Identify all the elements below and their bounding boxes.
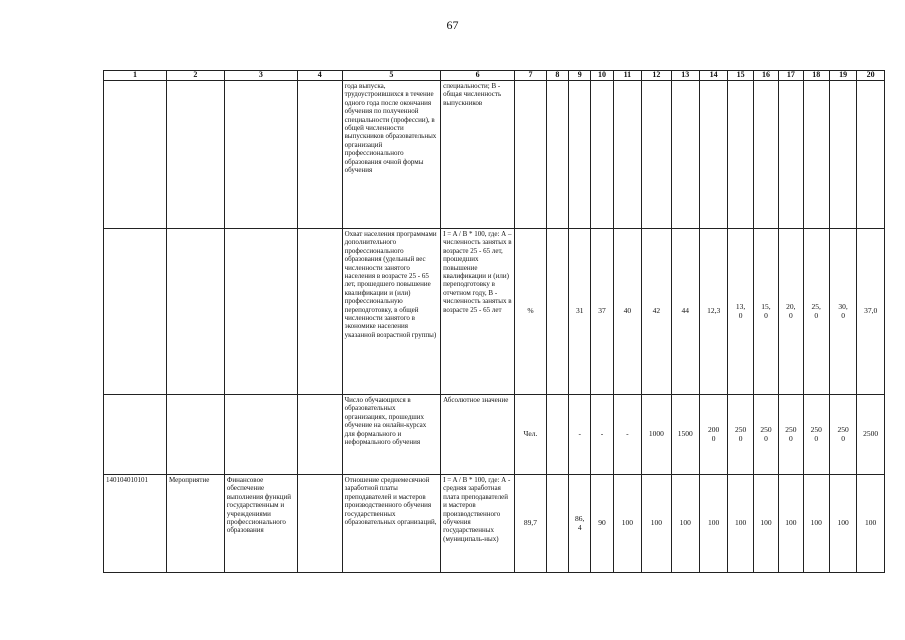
cell-method: I = A / B * 100, где: А – численность занятых в возрасте 25 - 65 лет, прошедших повышение квалификации и (или) переподготовку в отчетном году, В - численность занятых в возрасте 25 - 65 лет: [441, 229, 515, 395]
cell-value: [613, 81, 641, 229]
column-header: 11: [613, 71, 641, 81]
cell-name: [224, 81, 297, 229]
cell-method: Абсолютное значение: [441, 395, 515, 475]
table-row: [104, 395, 885, 475]
column-header: 17: [779, 71, 803, 81]
column-header: 4: [297, 71, 342, 81]
cell-value: 86, 4: [569, 475, 591, 573]
cell-indicator: Отношение среднемесячной заработной платы преподавателей и мастеров производственного обучения государственных образовательных организаций,: [342, 475, 441, 573]
cell-value: %: [515, 229, 546, 395]
cell-value: 40: [613, 229, 641, 395]
column-header: 3: [224, 71, 297, 81]
cell-type: Мероприятие: [166, 475, 224, 573]
cell-name: [224, 229, 297, 395]
table-row: [104, 229, 885, 395]
cell-value: -: [569, 395, 591, 475]
cell-value: [779, 81, 803, 229]
column-header: 15: [728, 71, 753, 81]
cell-value: 30, 0: [829, 229, 856, 395]
cell-value: [728, 81, 753, 229]
cell-value: [671, 81, 699, 229]
cell-type: [166, 229, 224, 395]
cell-value: 100: [671, 475, 699, 573]
cell-indicator: года выпуска, трудоустроившихся в течение одного года после окончания обучения по полученной специальности (профессии), в общей численности выпускников образовательных организаций профессионального образования очной формы обучения: [342, 81, 441, 229]
cell-value: [699, 81, 727, 229]
cell-value: Чел.: [515, 395, 546, 475]
cell-value: 100: [803, 475, 829, 573]
cell-value: 89,7: [515, 475, 546, 573]
cell-value: 100: [779, 475, 803, 573]
cell-value: 42: [642, 229, 671, 395]
cell-value: 100: [829, 475, 856, 573]
cell-value: [546, 395, 568, 475]
cell-value: 250 0: [728, 395, 753, 475]
cell-value: [829, 81, 856, 229]
cell-value: 25, 0: [803, 229, 829, 395]
cell-code: [104, 395, 167, 475]
cell-indicator: Охват населения программами дополнительного профессионального образования (удельный вес численности занятого населения в возрасте 25 - 65 лет, прошедшего повышение квалификации и (или) профессиональную переподготовку, в общей численности занятого в экономике населения указанной возрастной группы): [342, 229, 441, 395]
cell-value: [591, 81, 613, 229]
cell-value: 44: [671, 229, 699, 395]
cell-value: [546, 229, 568, 395]
column-header: 12: [642, 71, 671, 81]
cell-method: специальности; В - общая численность выпускников: [441, 81, 515, 229]
indicators-table: [103, 70, 885, 573]
page-number: 67: [446, 18, 459, 32]
cell-value: 100: [642, 475, 671, 573]
cell-value: 13, 0: [728, 229, 753, 395]
cell-value: 100: [699, 475, 727, 573]
cell-col4: [297, 395, 342, 475]
cell-value: 90: [591, 475, 613, 573]
cell-value: [857, 81, 885, 229]
cell-code: 140104010101: [104, 475, 167, 573]
cell-value: 12,3: [699, 229, 727, 395]
column-header: 13: [671, 71, 699, 81]
cell-value: [546, 475, 568, 573]
column-header: 19: [829, 71, 856, 81]
column-header: 2: [166, 71, 224, 81]
cell-value: 1000: [642, 395, 671, 475]
cell-value: [546, 81, 568, 229]
cell-value: 2500: [857, 395, 885, 475]
cell-value: 100: [728, 475, 753, 573]
cell-value: -: [613, 395, 641, 475]
cell-value: 250 0: [779, 395, 803, 475]
column-header: 20: [857, 71, 885, 81]
column-header: 9: [569, 71, 591, 81]
cell-type: [166, 395, 224, 475]
column-header: 10: [591, 71, 613, 81]
column-header: 8: [546, 71, 568, 81]
cell-value: 20, 0: [779, 229, 803, 395]
table-row: [104, 475, 885, 573]
cell-value: 1500: [671, 395, 699, 475]
column-header: 6: [441, 71, 515, 81]
cell-value: 15, 0: [753, 229, 778, 395]
header-row: [104, 71, 885, 81]
cell-col4: [297, 81, 342, 229]
cell-name: [224, 395, 297, 475]
column-header: 1: [104, 71, 167, 81]
cell-code: [104, 81, 167, 229]
cell-value: [803, 81, 829, 229]
column-header: 7: [515, 71, 546, 81]
cell-value: [569, 81, 591, 229]
column-header: 18: [803, 71, 829, 81]
cell-value: 250 0: [753, 395, 778, 475]
cell-value: 31: [569, 229, 591, 395]
cell-value: -: [591, 395, 613, 475]
cell-method: I = A / B * 100, где: А - средняя заработная плата преподавателей и мастеров производственного обучения государственных (муниципаль-ных): [441, 475, 515, 573]
cell-value: 100: [857, 475, 885, 573]
cell-code: [104, 229, 167, 395]
cell-value: 250 0: [803, 395, 829, 475]
cell-value: 100: [753, 475, 778, 573]
cell-value: [753, 81, 778, 229]
cell-value: 200 0: [699, 395, 727, 475]
cell-indicator: Число обучающихся в образовательных организациях, прошедших обучение на онлайн-курсах для формального и неформального обучения: [342, 395, 441, 475]
column-header: 16: [753, 71, 778, 81]
table-row: [104, 81, 885, 229]
cell-value: 100: [613, 475, 641, 573]
cell-type: [166, 81, 224, 229]
column-header: 5: [342, 71, 441, 81]
cell-value: [642, 81, 671, 229]
cell-value: 250 0: [829, 395, 856, 475]
column-header: 14: [699, 71, 727, 81]
cell-value: 37: [591, 229, 613, 395]
cell-name: Финансовое обеспечение выполнения функций государственным и учреждениями профессионального образования: [224, 475, 297, 573]
cell-col4: [297, 475, 342, 573]
cell-value: [515, 81, 546, 229]
cell-value: 37,0: [857, 229, 885, 395]
cell-col4: [297, 229, 342, 395]
